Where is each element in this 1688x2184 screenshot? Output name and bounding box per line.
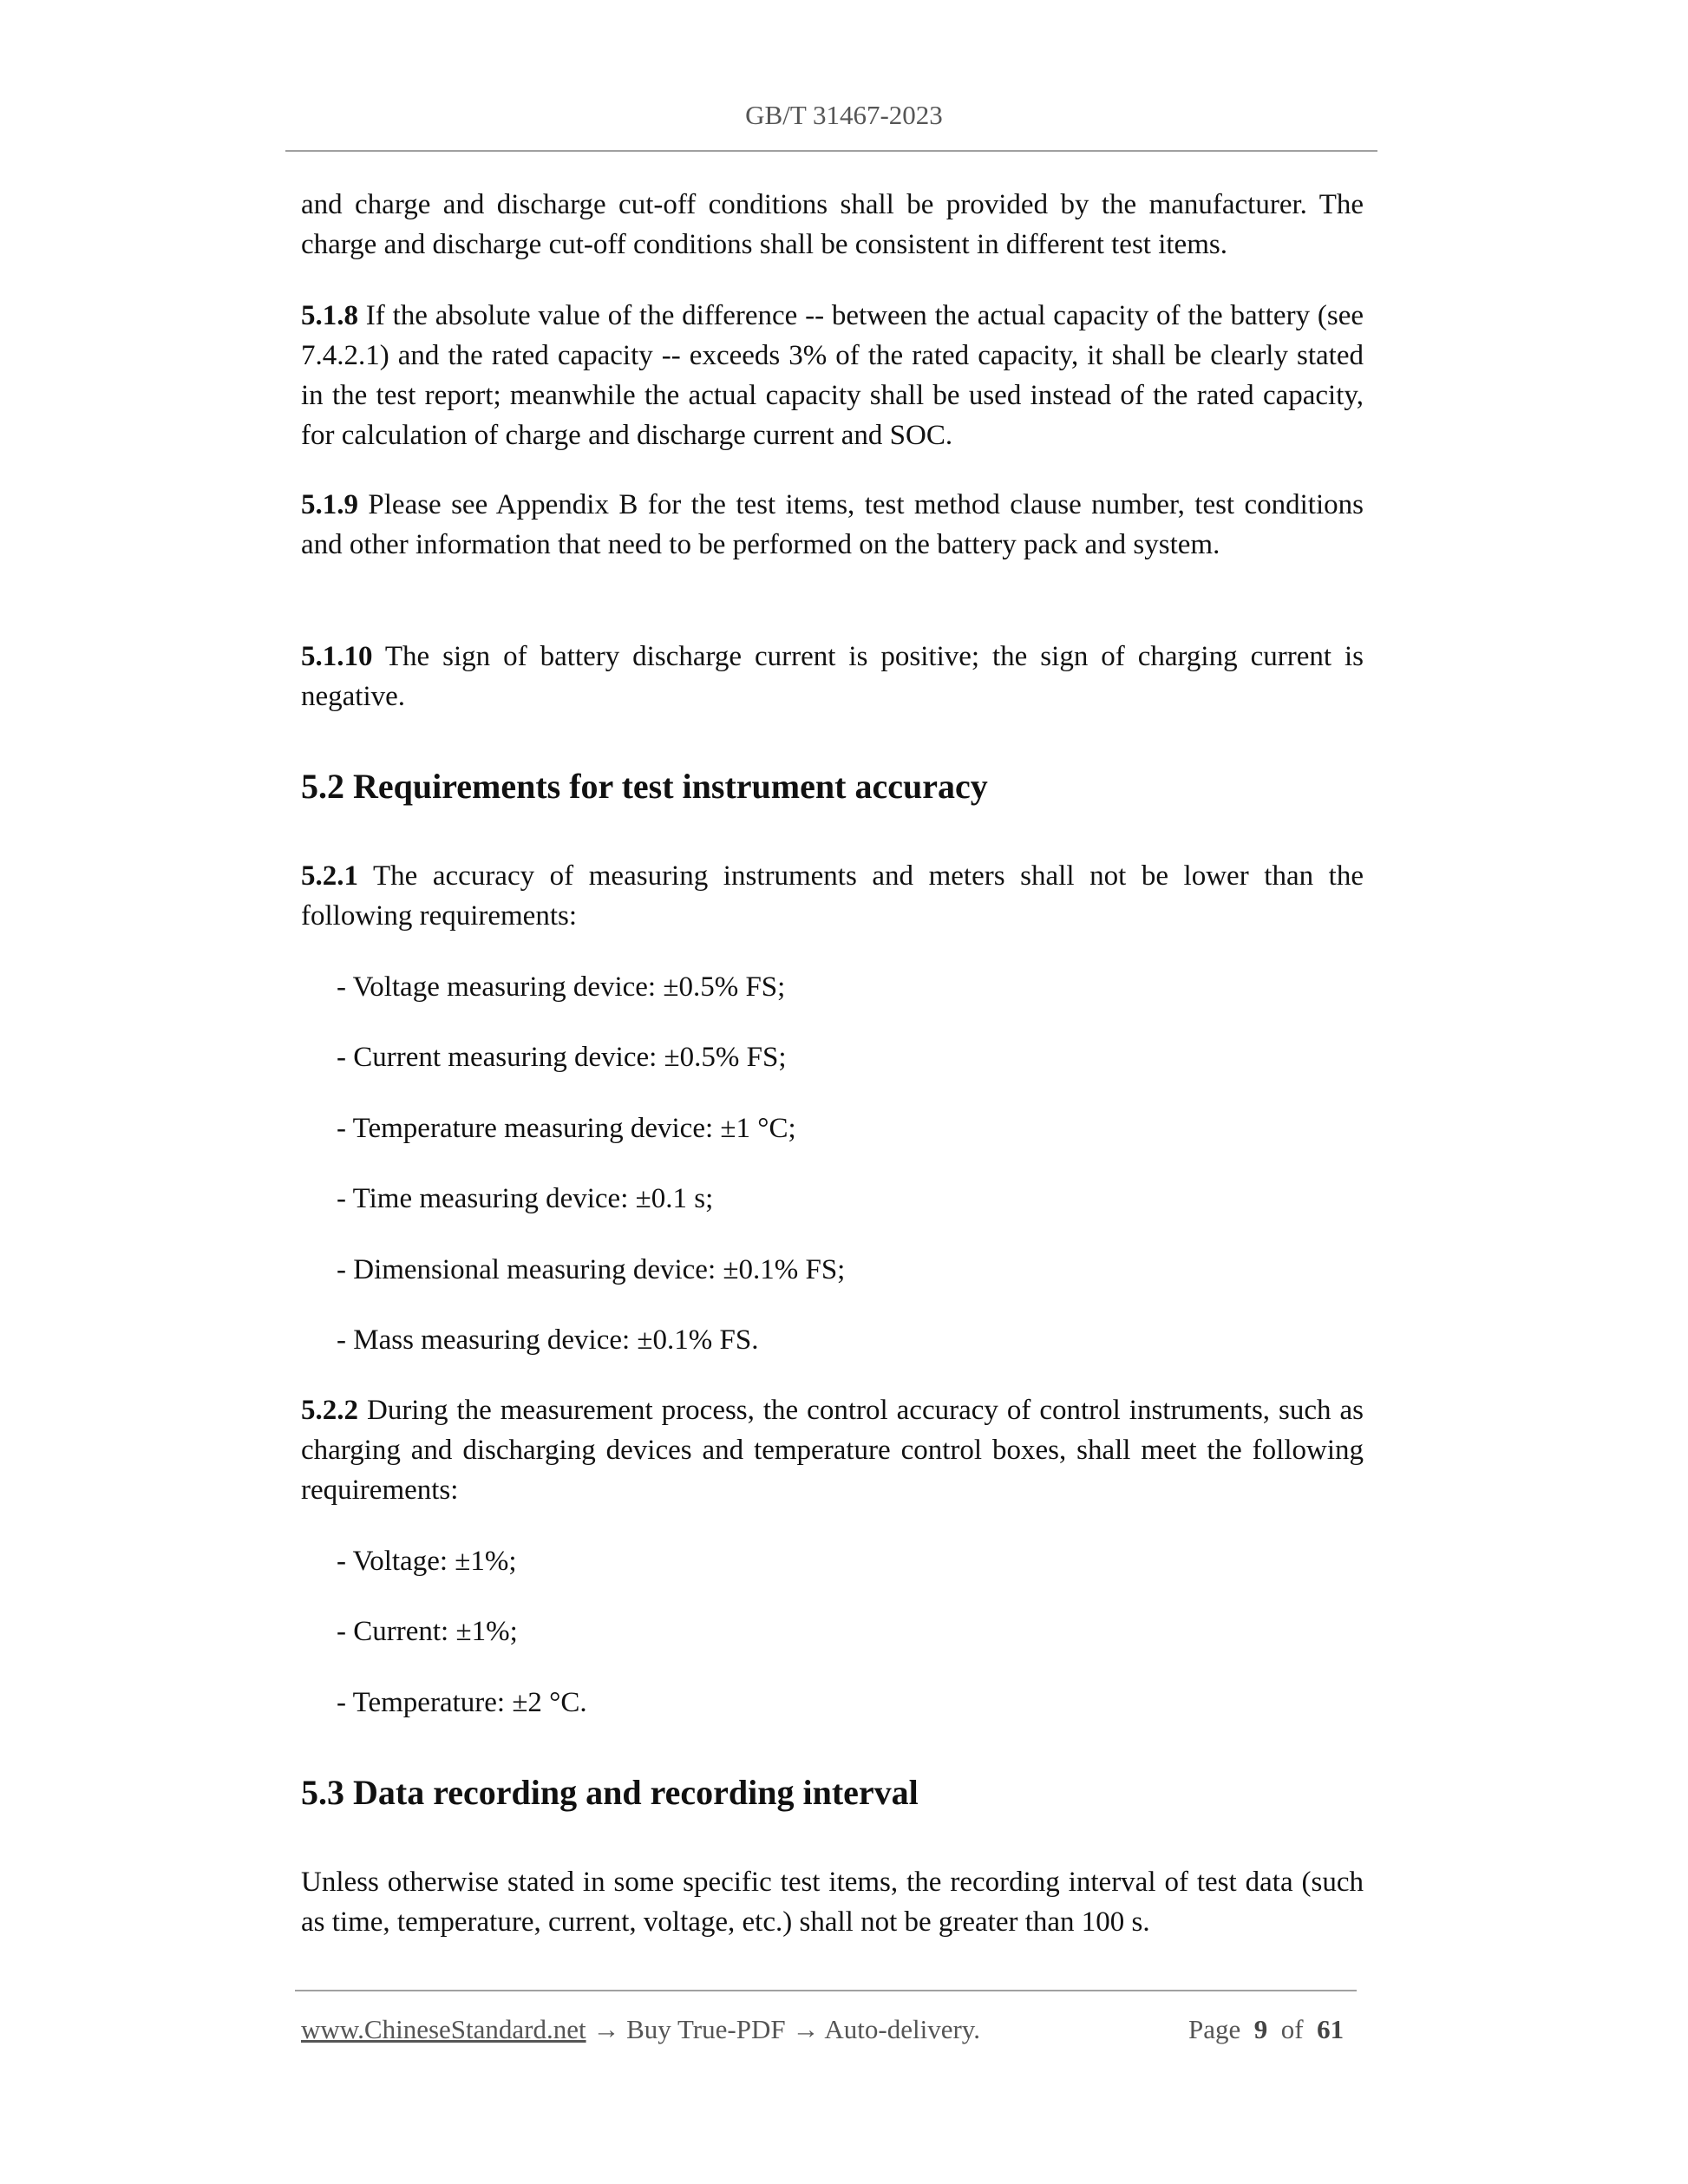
paragraph-5-3: Unless otherwise stated in some specific test items, the recording interval of test data (such as time, temperature, current, voltage, etc.) shall not be greater than 100 s. [301, 1867, 1364, 1938]
clause-number: 5.1.8 [301, 300, 358, 331]
list-item: - Dimensional measuring device: ±0.1% FS; [337, 1254, 846, 1285]
section-heading-5-3: 5.3 Data recording and recording interval [301, 1773, 919, 1812]
page-indicator [1188, 2010, 1344, 2050]
clause-5-2-2 [301, 1390, 1364, 1510]
clause-text: During the measurement process, the control accuracy of control instruments, such as charging and discharging devices and temperature control boxes, shall meet the following requirements: [301, 1395, 1364, 1506]
clause-5-1-9 [301, 485, 1364, 565]
header-divider [285, 150, 1377, 152]
footer-divider [295, 1990, 1357, 1991]
clause-text: If the absolute value of the difference -- between the actual capacity of the battery (see 7.4.2.1) and the rated capacity -- exceeds 3% of the rated capacity, it shall be clearly stated in the test report; meanwhile the actual capacity shall be used instead of the rated capacity, for calculation of charge and discharge current and SOC. [301, 300, 1364, 451]
buy-text: Buy True-PDF [619, 2014, 793, 2044]
clause-5-1-8 [301, 296, 1364, 455]
clause-text: The sign of battery discharge current is positive; the sign of charging current is negative. [301, 641, 1364, 712]
clause-text: Please see Appendix B for the test items, test method clause number, test conditions and other information that need to be performed on the battery pack and system. [301, 489, 1364, 560]
of-label: of [1280, 2014, 1304, 2044]
clause-5-2-1 [301, 856, 1364, 936]
list-item: - Temperature measuring device: ±1 °C; [337, 1113, 796, 1144]
arrow-right-icon: → [792, 2014, 820, 2044]
list-item: - Current: ±1%; [337, 1616, 518, 1647]
section-heading-5-2: 5.2 Requirements for test instrument accuracy [301, 767, 988, 806]
clause-number: 5.2.1 [301, 860, 358, 892]
clause-5-1-10 [301, 637, 1364, 716]
delivery-text: Auto-delivery. [819, 2014, 981, 2044]
paragraph-continuation: and charge and discharge cut-off conditions shall be provided by the manufacturer. The charge and discharge cut-off conditions shall be consistent in different test items. [301, 189, 1364, 260]
page-total: 61 [1317, 2014, 1345, 2044]
clause-number: 5.2.2 [301, 1395, 358, 1426]
list-item: - Voltage: ±1%; [337, 1546, 517, 1577]
clause-number: 5.1.10 [301, 641, 373, 672]
list-item: - Mass measuring device: ±0.1% FS. [337, 1324, 759, 1356]
arrow-right-icon: → [592, 2014, 620, 2044]
list-item: - Voltage measuring device: ±0.5% FS; [337, 971, 786, 1003]
clause-text: The accuracy of measuring instruments and meters shall not be lower than the following requirements: [301, 860, 1364, 932]
document-header: GB/T 31467-2023 [745, 100, 943, 130]
page-label: Page [1188, 2014, 1241, 2044]
footer-promo [301, 2010, 980, 2050]
page-number: 9 [1253, 2014, 1268, 2044]
clause-number: 5.1.9 [301, 489, 358, 520]
website-link[interactable]: www.ChineseStandard.net [301, 2014, 586, 2044]
list-item: - Current measuring device: ±0.5% FS; [337, 1042, 787, 1073]
list-item: - Time measuring device: ±0.1 s; [337, 1183, 714, 1214]
list-item: - Temperature: ±2 °C. [337, 1687, 587, 1718]
